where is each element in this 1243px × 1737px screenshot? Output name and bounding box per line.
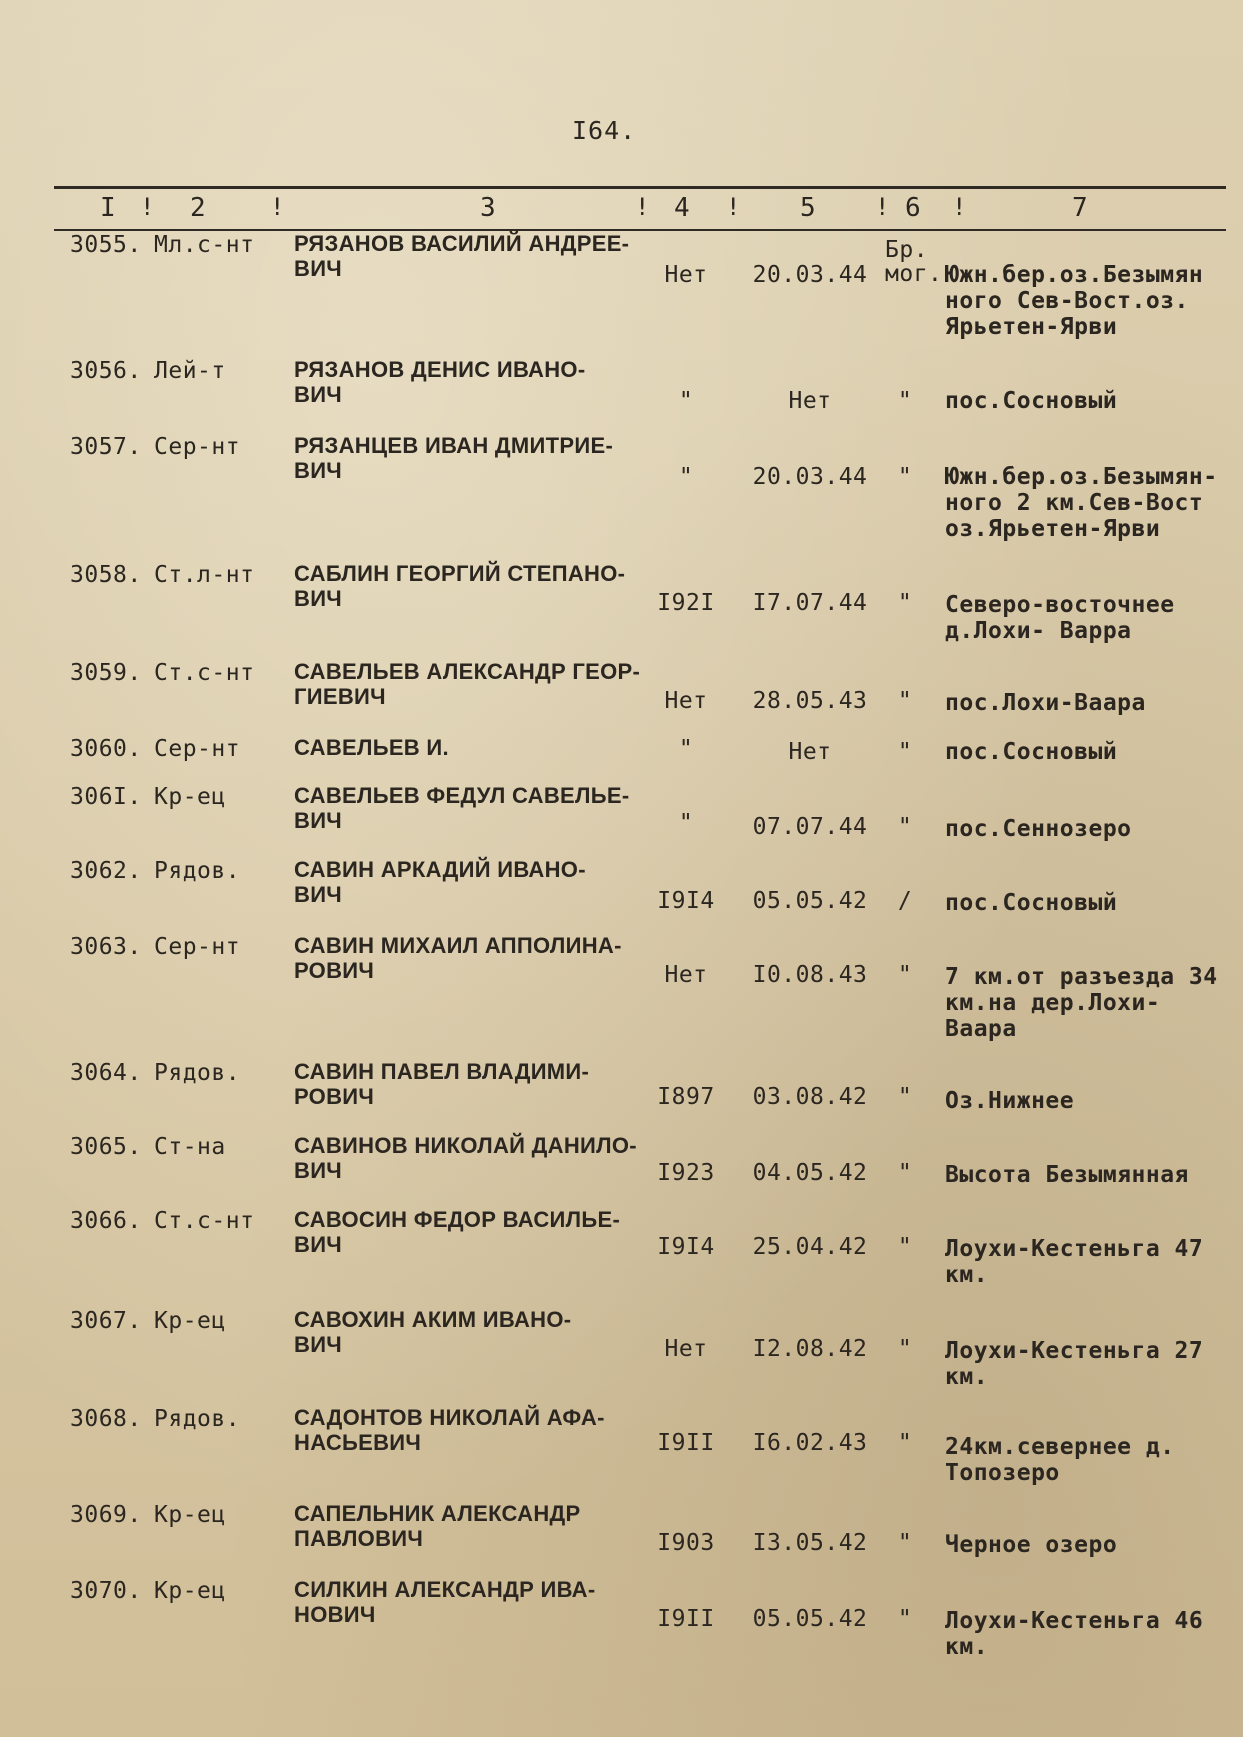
- record-number: 306I.: [70, 784, 142, 810]
- rank: Ст-на: [154, 1134, 226, 1160]
- name-line-1: САВИНОВ НИКОЛАЙ ДАНИЛО-: [294, 1133, 637, 1158]
- burial-type: ": [897, 590, 913, 616]
- burial-type: ": [897, 1530, 913, 1556]
- rank: Кр-ец: [154, 1308, 226, 1334]
- burial-place: пос.Сеннозеро: [945, 816, 1132, 842]
- burial-type: Бр. мог.: [885, 237, 943, 287]
- rank: Кр-ец: [154, 784, 226, 810]
- full-name: [294, 358, 654, 406]
- full-name: [294, 784, 654, 832]
- rank: Рядов.: [154, 1060, 241, 1086]
- burial-type: ": [897, 388, 913, 414]
- rank: Ст.с-нт: [154, 1208, 255, 1234]
- full-name: [294, 660, 654, 708]
- birth-year: I9I4: [657, 888, 715, 914]
- record-number: 3059.: [70, 660, 142, 686]
- burial-place: Лоухи-Кестеньга 47 км.: [945, 1236, 1204, 1288]
- burial-type: ": [897, 739, 913, 765]
- name-line-1: САДОНТОВ НИКОЛАЙ АФА-: [294, 1405, 605, 1430]
- death-date: 28.05.43: [752, 688, 868, 714]
- record-number: 3065.: [70, 1134, 142, 1160]
- name-line-1: САПЕЛЬНИК АЛЕКСАНДР: [294, 1501, 581, 1526]
- name-line-1: САВИН АРКАДИЙ ИВАНО-: [294, 857, 586, 882]
- death-date: Нет: [788, 388, 832, 414]
- death-date: 05.05.42: [752, 1606, 868, 1632]
- burial-place: Высота Безымянная: [945, 1162, 1189, 1188]
- burial-type: ": [897, 1430, 913, 1456]
- header-col-5: 5: [800, 193, 816, 223]
- rank: Сер-нт: [154, 736, 241, 762]
- birth-year: Нет: [664, 1336, 708, 1362]
- burial-place: пос.Лохи-Ваара: [945, 690, 1146, 716]
- rank: Рядов.: [154, 1406, 241, 1432]
- birth-year: I923: [657, 1160, 715, 1186]
- name-line-1: САВЕЛЬЕВ ФЕДУЛ САВЕЛЬЕ-: [294, 783, 630, 808]
- full-name: [294, 858, 654, 906]
- name-line-2: ВИЧ: [294, 1332, 343, 1357]
- burial-place: Лоухи-Кестеньга 46 км.: [945, 1608, 1204, 1660]
- table-top-rule: [54, 186, 1226, 189]
- burial-place: Лоухи-Кестеньга 27 км.: [945, 1338, 1204, 1390]
- death-date: I3.05.42: [752, 1530, 868, 1556]
- full-name: [294, 1578, 654, 1626]
- name-line-1: САБЛИН ГЕОРГИЙ СТЕПАНО-: [294, 561, 626, 586]
- death-date: 25.04.42: [752, 1234, 868, 1260]
- rank: Ст.л-нт: [154, 562, 255, 588]
- header-col-2: 2: [190, 193, 206, 223]
- table-header-rule: [54, 229, 1226, 231]
- record-number: 3070.: [70, 1578, 142, 1604]
- birth-year: I9II: [657, 1430, 715, 1456]
- birth-year: ": [678, 736, 694, 762]
- rank: Кр-ец: [154, 1502, 226, 1528]
- name-line-1: РЯЗАНОВ ДЕНИС ИВАНО-: [294, 357, 586, 382]
- full-name: [294, 434, 654, 482]
- full-name: [294, 1208, 654, 1256]
- birth-year: I903: [657, 1530, 715, 1556]
- full-name: [294, 562, 654, 610]
- death-date: 03.08.42: [752, 1084, 868, 1110]
- burial-type: ": [897, 1606, 913, 1632]
- burial-place: 7 км.от разъезда 34 км.на дер.Лохи- Ваара: [945, 964, 1218, 1042]
- rank: Рядов.: [154, 858, 241, 884]
- death-date: 20.03.44: [752, 262, 868, 288]
- death-date: I7.07.44: [752, 590, 868, 616]
- burial-place: пос.Сосновый: [945, 890, 1118, 916]
- page-number: I64.: [572, 116, 637, 145]
- birth-year: ": [678, 810, 694, 836]
- header-col-4: 4: [674, 193, 690, 223]
- death-date: 04.05.42: [752, 1160, 868, 1186]
- name-line-1: САВИН МИХАИЛ АППОЛИНА-: [294, 933, 622, 958]
- record-number: 3060.: [70, 736, 142, 762]
- name-line-1: СИЛКИН АЛЕКСАНДР ИВА-: [294, 1577, 596, 1602]
- name-line-1: САВИН ПАВЕЛ ВЛАДИМИ-: [294, 1059, 590, 1084]
- record-number: 3055.: [70, 232, 142, 258]
- record-number: 3069.: [70, 1502, 142, 1528]
- record-number: 3057.: [70, 434, 142, 460]
- birth-year: I92I: [657, 590, 715, 616]
- birth-year: ": [678, 388, 694, 414]
- name-line-2: ГИЕВИЧ: [294, 684, 386, 709]
- death-date: Нет: [788, 739, 832, 765]
- burial-place: пос.Сосновый: [945, 388, 1118, 414]
- name-line-1: САВОХИН АКИМ ИВАНО-: [294, 1307, 572, 1332]
- full-name: [294, 232, 654, 280]
- full-name: [294, 736, 654, 759]
- burial-type: /: [897, 888, 913, 914]
- burial-type: ": [897, 814, 913, 840]
- burial-place: Черное озеро: [945, 1532, 1118, 1558]
- burial-place: 24км.севернее д. Топозеро: [945, 1434, 1175, 1486]
- name-line-1: РЯЗАНЦЕВ ИВАН ДМИТРИЕ-: [294, 433, 614, 458]
- death-date: I2.08.42: [752, 1336, 868, 1362]
- name-line-2: ВИЧ: [294, 882, 343, 907]
- header-separator: !: [270, 193, 285, 221]
- burial-place: пос.Сосновый: [945, 739, 1118, 765]
- header-separator: !: [140, 193, 155, 221]
- death-date: I6.02.43: [752, 1430, 868, 1456]
- name-line-2: ВИЧ: [294, 458, 343, 483]
- burial-type: ": [897, 1084, 913, 1110]
- name-line-2: ВИЧ: [294, 382, 343, 407]
- record-number: 3068.: [70, 1406, 142, 1432]
- death-date: I0.08.43: [752, 962, 868, 988]
- header-separator: !: [726, 193, 741, 221]
- header-separator: !: [952, 193, 967, 221]
- rank: Лей-т: [154, 358, 226, 384]
- burial-type: ": [897, 1234, 913, 1260]
- burial-type: ": [897, 962, 913, 988]
- birth-year: ": [678, 464, 694, 490]
- name-line-1: РЯЗАНОВ ВАСИЛИЙ АНДРЕЕ-: [294, 231, 630, 256]
- name-line-2: ВИЧ: [294, 256, 343, 281]
- burial-type: ": [897, 688, 913, 714]
- rank: Мл.с-нт: [154, 232, 255, 258]
- rank: Сер-нт: [154, 434, 241, 460]
- name-line-2: РОВИЧ: [294, 1084, 375, 1109]
- record-number: 3058.: [70, 562, 142, 588]
- death-date: 20.03.44: [752, 464, 868, 490]
- death-date: 07.07.44: [752, 814, 868, 840]
- death-date: 05.05.42: [752, 888, 868, 914]
- name-line-1: САВЕЛЬЕВ И.: [294, 735, 449, 760]
- record-number: 3056.: [70, 358, 142, 384]
- table-header: [0, 193, 1243, 227]
- birth-year: Нет: [664, 262, 708, 288]
- burial-place: Южн.бер.оз.Безымян ного Сев-Вост.оз. Ярьетен-Ярви: [945, 262, 1204, 340]
- burial-type: ": [897, 1160, 913, 1186]
- record-number: 3062.: [70, 858, 142, 884]
- name-line-2: НОВИЧ: [294, 1602, 376, 1627]
- rank: Кр-ец: [154, 1578, 226, 1604]
- full-name: [294, 934, 654, 982]
- record-number: 3064.: [70, 1060, 142, 1086]
- name-line-2: НАСЬЕВИЧ: [294, 1430, 422, 1455]
- full-name: [294, 1308, 654, 1356]
- rank: Сер-нт: [154, 934, 241, 960]
- record-number: 3066.: [70, 1208, 142, 1234]
- name-line-1: САВОСИН ФЕДОР ВАСИЛЬЕ-: [294, 1207, 621, 1232]
- name-line-2: ВИЧ: [294, 586, 343, 611]
- burial-place: Оз.Нижнее: [945, 1088, 1075, 1114]
- name-line-1: САВЕЛЬЕВ АЛЕКСАНДР ГЕОР-: [294, 659, 641, 684]
- burial-place: Южн.бер.оз.Безымян- ного 2 км.Сев-Вост оз.Ярьетен-Ярви: [945, 464, 1218, 542]
- full-name: [294, 1406, 654, 1454]
- record-number: 3063.: [70, 934, 142, 960]
- name-line-2: РОВИЧ: [294, 958, 375, 983]
- header-col-1: I: [100, 193, 116, 223]
- rank: Ст.с-нт: [154, 660, 255, 686]
- header-col-3: 3: [480, 193, 496, 223]
- full-name: [294, 1060, 654, 1108]
- birth-year: I9I4: [657, 1234, 715, 1260]
- header-separator: !: [875, 193, 890, 221]
- burial-type: ": [897, 464, 913, 490]
- burial-place: Северо-восточнее д.Лохи- Варра: [945, 592, 1175, 644]
- header-col-7: 7: [1072, 193, 1088, 223]
- name-line-2: ВИЧ: [294, 1232, 343, 1257]
- record-number: 3067.: [70, 1308, 142, 1334]
- birth-year: I897: [657, 1084, 715, 1110]
- name-line-2: ВИЧ: [294, 808, 343, 833]
- birth-year: Нет: [664, 962, 708, 988]
- name-line-2: ВИЧ: [294, 1158, 343, 1183]
- birth-year: I9II: [657, 1606, 715, 1632]
- full-name: [294, 1134, 654, 1182]
- header-col-6: 6: [905, 193, 921, 223]
- name-line-2: ПАВЛОВИЧ: [294, 1526, 424, 1551]
- header-separator: !: [635, 193, 650, 221]
- burial-type: ": [897, 1336, 913, 1362]
- full-name: [294, 1502, 654, 1550]
- birth-year: Нет: [664, 688, 708, 714]
